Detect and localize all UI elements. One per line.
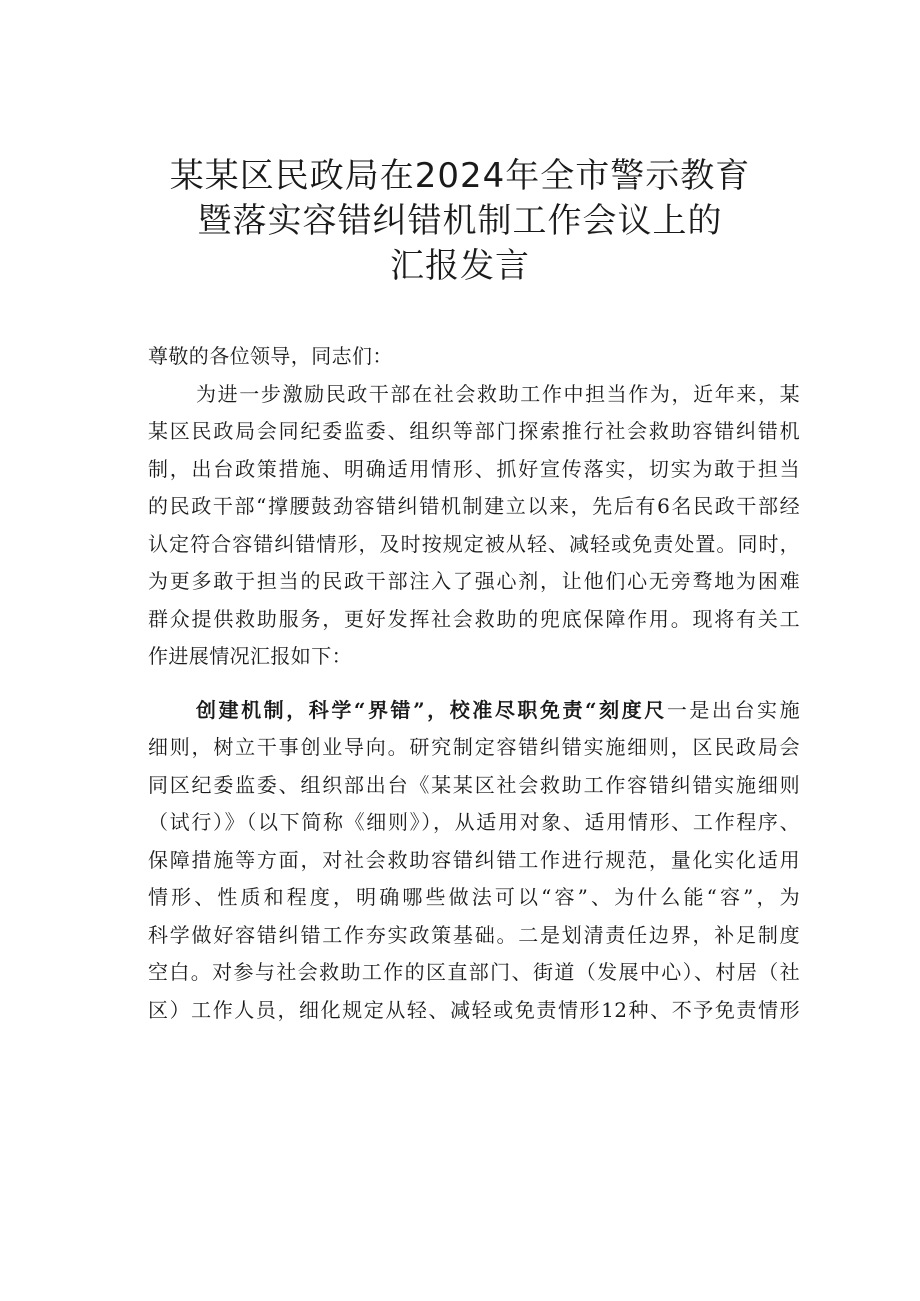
paragraph-line: 同区纪委监委、组织部出台《某某区社会救助工作容错纠错实施细则	[148, 772, 800, 797]
paragraph-intro	[148, 376, 800, 676]
paragraph-line: 空白。对参与社会救助工作的区直部门、街道（发展中心）、村居（社	[148, 960, 800, 984]
paragraph-mechanism	[148, 692, 800, 1030]
title-line-2: 暨落实容错纠错机制工作会议上的	[197, 201, 723, 241]
section-heading: 创建机制，科学“界错”，校准尽职免责“刻度尺	[196, 697, 667, 722]
paragraph-line: 区）工作人员，细化规定从轻、减轻或免责情形12种、不予免责情形	[148, 997, 800, 1022]
paragraph-line: （试行）》（以下简称《细则》），从适用对象、适用情形、工作程序、	[148, 810, 800, 834]
paragraph-line: 群众提供救助服务，更好发挥社会救助的兜底保障作用。现将有关工	[148, 606, 800, 631]
paragraph-first-line	[148, 692, 800, 730]
paragraph-line: 细则，树立干事创业导向。研究制定容错纠错实施细则，区民政局会	[148, 735, 800, 759]
salutation: 尊敬的各位领导，同志们：	[148, 344, 393, 368]
paragraph-line: 的民政干部“撑腰鼓劲容错纠错机制建立以来，先后有6名民政干部经	[148, 494, 800, 518]
document-body	[148, 338, 800, 1029]
paragraph-line: 认定符合容错纠错情形，及时按规定被从轻、减轻或免责处置。同时，	[148, 531, 800, 556]
section-heading-continuation: 一是出台实施	[666, 697, 801, 722]
paragraph-line: 情形、性质和程度，明确哪些做法可以“容”、为什么能“容”，为	[148, 885, 800, 909]
paragraph-line: 为进一步激励民政干部在社会救助工作中担当作为，近年来，某	[196, 381, 800, 406]
paragraph-line: 为更多敢于担当的民政干部注入了强心剂，让他们心无旁骛地为困难	[148, 569, 800, 593]
document-title	[110, 154, 810, 289]
paragraph-line: 科学做好容错纠错工作夯实政策基础。二是划清责任边界，补足制度	[148, 922, 800, 947]
title-line-3: 汇报发言	[390, 246, 530, 286]
title-line-1: 某某区民政局在2024年全市警示教育	[169, 156, 751, 196]
paragraph-gap	[148, 676, 800, 692]
paragraph-line: 某区民政局会同纪委监委、组织等部门探索推行社会救助容错纠错机	[148, 419, 800, 443]
paragraph-line: 保障措施等方面，对社会救助容错纠错工作进行规范，量化实化适用	[148, 847, 800, 872]
paragraph-line: 制，出台政策措施、明确适用情形、抓好宣传落实，切实为敢于担当	[148, 456, 800, 481]
paragraph-line: 作进展情况汇报如下：	[148, 644, 352, 668]
